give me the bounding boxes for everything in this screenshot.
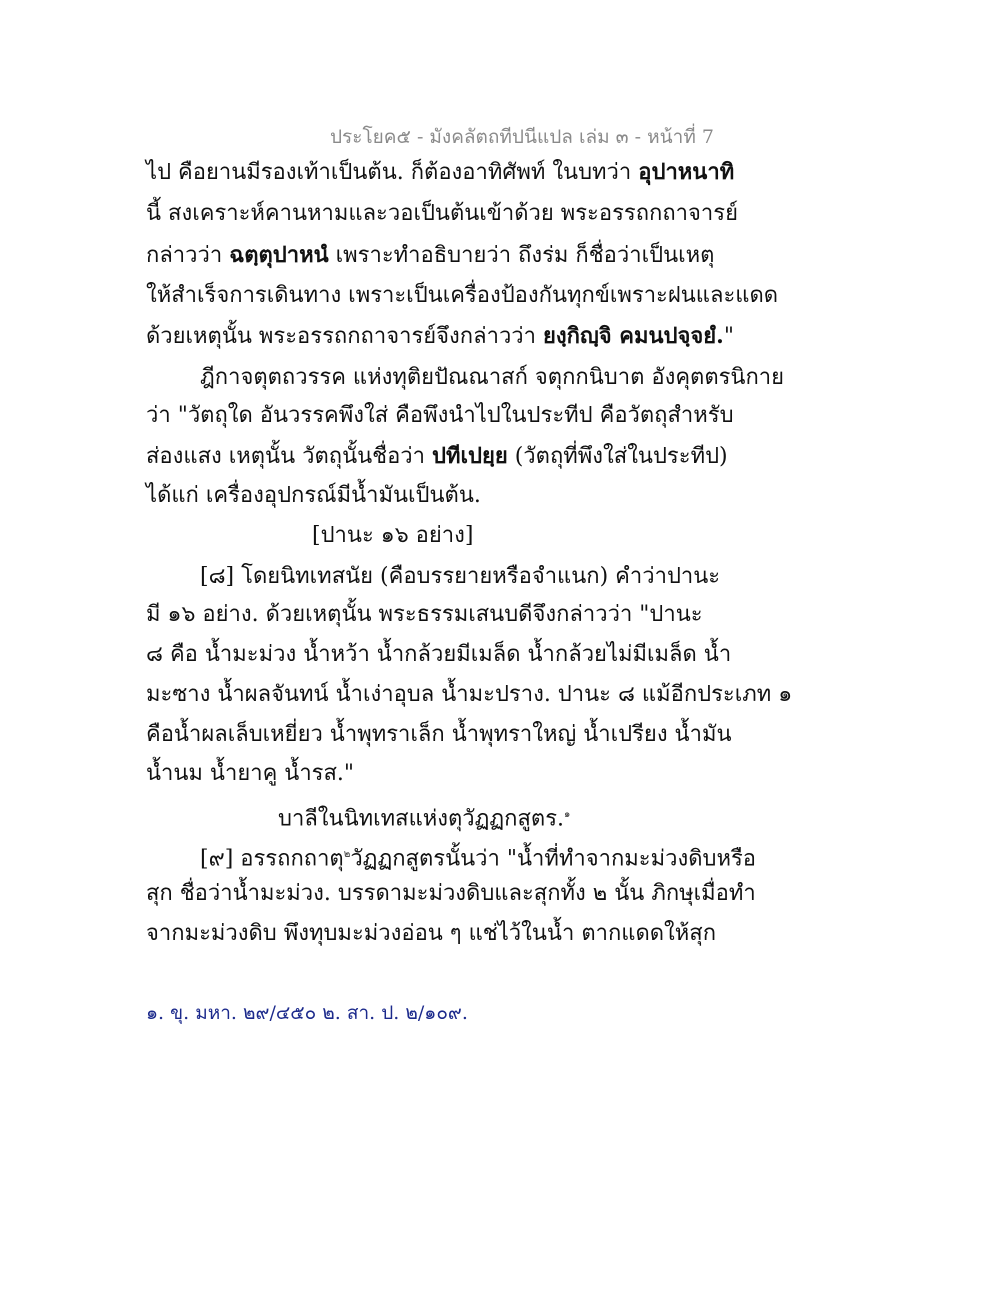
- bold-term: ฉตฺตุปาหนํ: [229, 242, 329, 268]
- text-line: ด้วยเหตุนั้น พระอรรถกถาจารย์จึงกล่าวว่า ยงฺกิญฺจิ คมนปจฺจยํ.": [146, 323, 734, 349]
- footnote-marker: ๒: [343, 849, 351, 860]
- bold-term: ยงฺกิญฺจิ คมนปจฺจยํ.: [543, 323, 724, 349]
- text-line: ส่องแสง เหตุนั้น วัตถุนั้นชื่อว่า ปทีเปยฺย (วัตถุที่พึงใส่ในประทีป): [146, 443, 728, 469]
- text-line: กล่าวว่า ฉตฺตุปาหนํ เพราะทำอธิบายว่า ถึงร่ม ก็ชื่อว่าเป็นเหตุ: [146, 242, 715, 268]
- text-line: นี้ สงเคราะห์คานหามและวอเป็นต้นเข้าด้วย พระอรรถกถาจารย์: [146, 201, 738, 226]
- text-line: น้ำนม น้ำยาคู น้ำรส.": [146, 761, 355, 786]
- text-line: [๙] อรรถกถาตุ$^๒$วัฏฏกสูตรนั้นว่า "น้ำที่ทำจากมะม่วงดิบหรือ: [200, 846, 756, 872]
- footnote-marker: ๑: [564, 809, 571, 820]
- text-line: ได้แก่ เครื่องอุปกรณ์มีน้ำมันเป็นต้น.: [146, 483, 481, 508]
- text-line: ให้สำเร็จการเดินทาง เพราะเป็นเครื่องป้องกันทุกข์เพราะฝนและแดด: [146, 283, 779, 308]
- section-heading: [ปานะ ๑๖ อย่าง]: [312, 523, 474, 548]
- text-line: ฎีกาจตุตถวรรค แห่งทุติยปัณณาสก์ จตุกกนิบาต อังคุตตรนิกาย: [200, 365, 785, 390]
- text-line: [๘] โดยนิทเทสนัย (คือบรรยายหรือจำแนก) คำว่าปานะ: [200, 564, 721, 589]
- footnote: ๑. ขุ. มหา. ๒๙/๔๕๐ ๒. สา. ป. ๒/๑๐๙.: [146, 1002, 468, 1024]
- text-line: ไป คือยานมีรองเท้าเป็นต้น. ก็ต้องอาทิศัพท์ ในบทว่า อุปาหนาทิ: [146, 159, 735, 185]
- text-line: มี ๑๖ อย่าง. ด้วยเหตุนั้น พระธรรมเสนบดีจึงกล่าวว่า "ปานะ: [146, 602, 703, 627]
- text-line: คือน้ำผลเล็บเหยี่ยว น้ำพุทราเล็ก น้ำพุทราใหญ่ น้ำเปรียง น้ำมัน: [146, 722, 732, 747]
- text-line: สุก ชื่อว่าน้ำมะม่วง. บรรดามะม่วงดิบและสุกทั้ง ๒ นั้น ภิกษุเมื่อทำ: [146, 881, 756, 906]
- bold-term: ปทีเปยฺย: [432, 443, 508, 469]
- text-line: ว่า "วัตถุใด อันวรรคพึงใส่ คือพึงนำไปในประทีป คือวัตถุสำหรับ: [146, 403, 734, 428]
- bold-term: อุปาหนาทิ: [638, 159, 735, 185]
- text-line: ๘ คือ น้ำมะม่วง น้ำหว้า น้ำกล้วยมีเมล็ด น้ำกล้วยไม่มีเมล็ด น้ำ: [146, 642, 732, 667]
- text-line: จากมะม่วงดิบ พึงทุบมะม่วงอ่อน ๆ แช่ไว้ในน้ำ ตากแดดให้สุก: [146, 921, 717, 946]
- text-line: มะซาง น้ำผลจันทน์ น้ำเง่าอุบล น้ำมะปราง. ปานะ ๘ แม้อีกประเภท ๑: [146, 682, 793, 707]
- running-header: ประโยค๕ - มังคลัตถทีปนีแปล เล่ม ๓ - หน้าที่ 7: [330, 126, 714, 148]
- source-reference: บาลีในนิทเทสแห่งตุวัฏฏกสูตร.$^๑$: [278, 806, 571, 832]
